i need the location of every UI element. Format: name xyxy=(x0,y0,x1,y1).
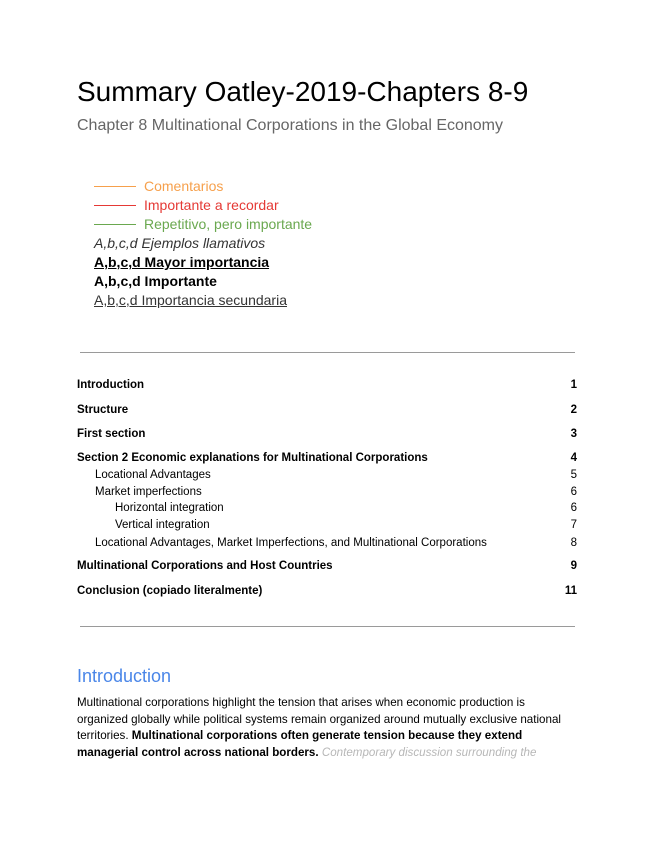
color-legend xyxy=(94,177,312,310)
toc-entry-label: Conclusion (copiado literalmente) xyxy=(77,585,263,597)
toc-entry-page: 4 xyxy=(570,452,577,464)
legend-label: A,b,c,d Ejemplos llamativos xyxy=(94,235,266,251)
toc-entry-page: 1 xyxy=(570,379,577,391)
toc-entry-page: 11 xyxy=(564,585,577,597)
paragraph-bold-text: Multinational corporations often generate tension because they extend managerial control across national borders xyxy=(77,729,523,759)
toc-entry-page: 6 xyxy=(570,502,577,514)
introduction-paragraph xyxy=(77,695,577,761)
legend-item-mayor-importancia xyxy=(94,253,312,272)
legend-item-ejemplos xyxy=(94,234,312,253)
toc-entry-label: Multinational Corporations and Host Countries xyxy=(77,560,333,572)
paragraph-faded-text: Contemporary discussion surrounding the xyxy=(321,745,537,759)
toc-entry-page: 7 xyxy=(570,519,577,531)
introduction-heading: Introduction xyxy=(77,666,172,686)
legend-item-repetitivo xyxy=(94,215,312,234)
legend-label: A,b,c,d Importancia secundaria xyxy=(94,292,287,308)
legend-label: A,b,c,d Importante xyxy=(94,273,217,289)
green-line-swatch xyxy=(94,224,136,225)
legend-item-importante xyxy=(94,272,312,291)
toc-entry-label: Vertical integration xyxy=(115,519,210,531)
toc-entry-label: Market imperfections xyxy=(95,486,202,498)
toc-entry-page: 5 xyxy=(570,469,577,481)
page-subtitle: Chapter 8 Multinational Corporations in the Global Economy xyxy=(77,117,504,134)
toc-entry-page: 3 xyxy=(570,428,577,440)
toc-entry-page: 9 xyxy=(570,560,577,572)
divider-top xyxy=(80,352,575,353)
paragraph-text: Multinational corporations highlight the tension that arises when economic production is organized globally while political systems remain organized around mutually exclusive national territories. xyxy=(77,696,561,743)
red-line-swatch xyxy=(94,205,136,206)
toc-entry-page: 8 xyxy=(570,537,577,549)
toc-entry-label: Section 2 Economic explanations for Multinational Corporations xyxy=(77,452,428,464)
legend-item-importante-recordar xyxy=(94,196,312,215)
legend-label: Repetitivo, pero importante xyxy=(144,216,313,232)
toc-entry-page: 6 xyxy=(570,486,577,498)
legend-item-importancia-secundaria xyxy=(94,291,312,310)
orange-line-swatch xyxy=(94,186,136,187)
toc-entry-label: Structure xyxy=(77,404,129,416)
legend-item-comentarios xyxy=(94,177,312,196)
toc-entry-label: Horizontal integration xyxy=(115,502,224,514)
toc-entry-label: Locational Advantages, Market Imperfections, and Multinational Corporations xyxy=(95,537,487,549)
toc-entry-page: 2 xyxy=(570,404,577,416)
paragraph-bold-period: . xyxy=(315,745,319,759)
legend-label: A,b,c,d Mayor importancia xyxy=(94,254,270,270)
legend-label: Comentarios xyxy=(144,178,224,194)
legend-label: Importante a recordar xyxy=(144,197,279,213)
divider-bottom xyxy=(80,626,575,627)
page-title: Summary Oatley-2019-Chapters 8-9 xyxy=(77,76,529,107)
toc-entry-label: First section xyxy=(77,428,146,440)
toc-entry-label: Locational Advantages xyxy=(95,469,211,481)
toc-entry-label: Introduction xyxy=(77,379,145,391)
